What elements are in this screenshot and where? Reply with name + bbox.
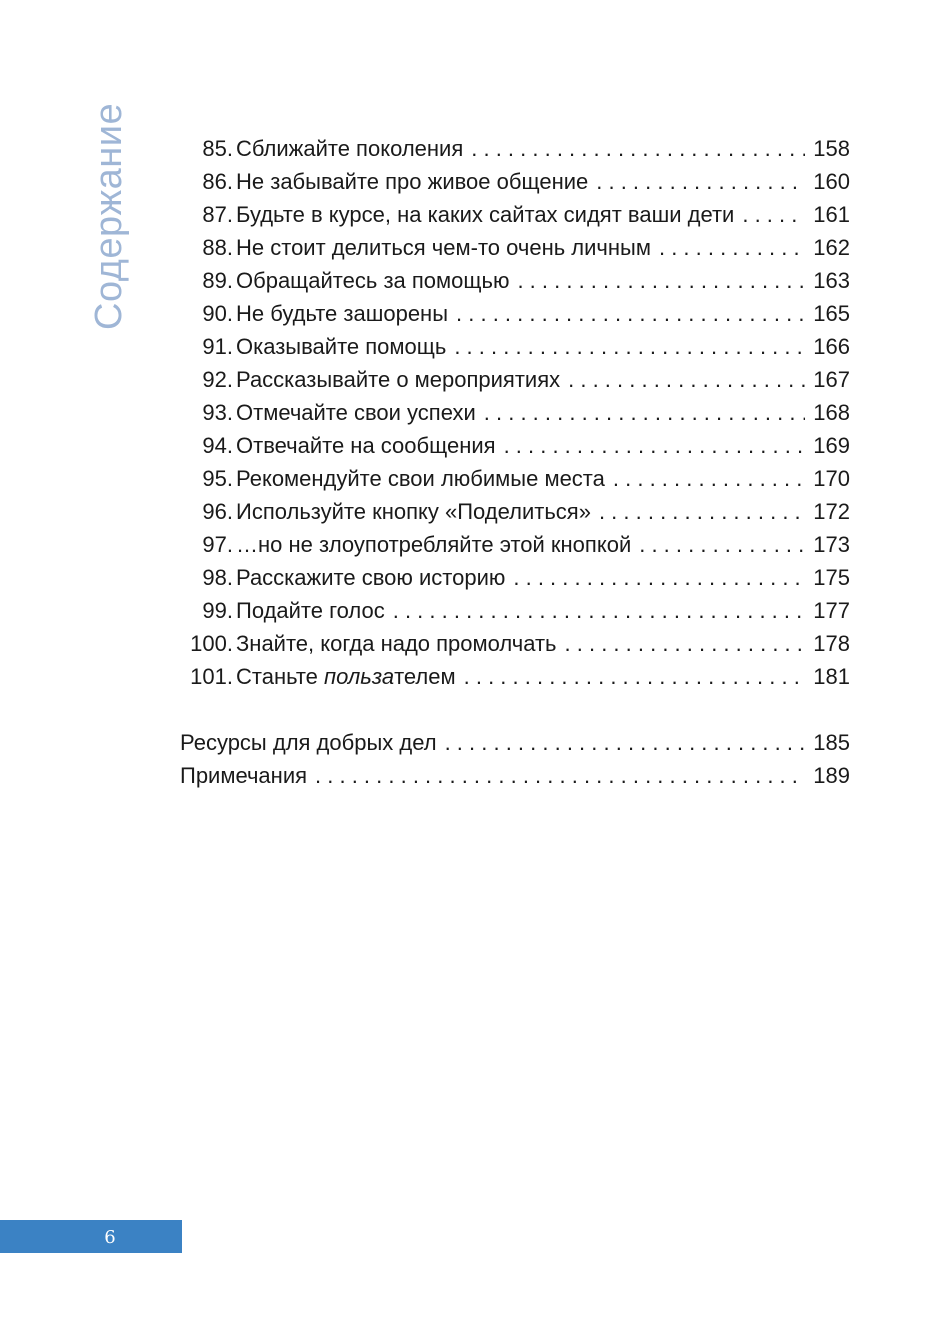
entry-number: 85.: [202, 136, 233, 161]
entry-title-italic: польза: [324, 664, 395, 689]
entry-title: Рассказывайте о мероприятиях: [236, 367, 561, 392]
entry-title: Рекомендуйте свои любимые места: [236, 466, 605, 491]
toc-entry-notes[interactable]: [180, 759, 850, 792]
toc-entry-100[interactable]: [180, 627, 850, 660]
entry-number: 96.: [202, 499, 233, 524]
entry-page: 173: [813, 532, 850, 557]
entry-title-part: Станьте: [236, 664, 325, 689]
dot-leader: [471, 132, 805, 165]
entry-page: 185: [813, 730, 850, 755]
entry-page: 161: [813, 202, 850, 227]
entry-number: 95.: [202, 466, 233, 491]
entry-title: Примечания: [180, 763, 308, 788]
entry-page: 181: [813, 664, 850, 689]
entry-page: 165: [813, 301, 850, 326]
entry-page: 189: [813, 763, 850, 788]
entry-title: Не будьте зашорены: [236, 301, 449, 326]
dot-leader: [565, 627, 806, 660]
entry-page: 162: [813, 235, 850, 260]
entry-number: 98.: [202, 565, 233, 590]
entry-title: Отвечайте на сообщения: [236, 433, 496, 458]
entry-page: 163: [813, 268, 850, 293]
dot-leader: [613, 462, 805, 495]
entry-number: 88.: [202, 235, 233, 260]
entry-title: …но не злоупотребляйте этой кнопкой: [236, 532, 632, 557]
entry-page: 175: [813, 565, 850, 590]
toc-entry-96[interactable]: [180, 495, 850, 528]
toc-entry-93[interactable]: [180, 396, 850, 429]
entry-number: 93.: [202, 400, 233, 425]
entry-title: Отмечайте свои успехи: [236, 400, 476, 425]
toc-entry-88[interactable]: [180, 231, 850, 264]
dot-leader: [315, 759, 805, 792]
entry-number: 99.: [202, 598, 233, 623]
entry-page: 170: [813, 466, 850, 491]
entry-title: Подайте голос: [236, 598, 385, 623]
dot-leader: [742, 198, 805, 231]
dot-leader: [464, 660, 806, 693]
dot-leader: [513, 561, 805, 594]
entry-number: 97.: [202, 532, 233, 557]
toc-entry-97[interactable]: [180, 528, 850, 561]
dot-leader: [504, 429, 806, 462]
entry-page: 178: [813, 631, 850, 656]
dot-leader: [445, 726, 806, 759]
dot-leader: [484, 396, 806, 429]
entry-number: 100.: [190, 631, 233, 656]
section-title-vertical: Содержание: [88, 102, 130, 330]
entry-number: 91.: [202, 334, 233, 359]
toc-entry-86[interactable]: [180, 165, 850, 198]
entry-page: 168: [813, 400, 850, 425]
dot-leader: [596, 165, 805, 198]
toc-entry-90[interactable]: [180, 297, 850, 330]
toc-entry-87[interactable]: [180, 198, 850, 231]
entry-number: 90.: [202, 301, 233, 326]
entry-number: 87.: [202, 202, 233, 227]
entry-page: 177: [813, 598, 850, 623]
toc-entry-92[interactable]: [180, 363, 850, 396]
toc-entry-85[interactable]: [180, 132, 850, 165]
toc-entry-91[interactable]: [180, 330, 850, 363]
table-of-contents: [180, 132, 850, 792]
entry-number: 89.: [202, 268, 233, 293]
toc-entry-resources[interactable]: [180, 726, 850, 759]
dot-leader: [517, 264, 805, 297]
entry-page: 169: [813, 433, 850, 458]
entry-title: Обращайтесь за помощью: [236, 268, 510, 293]
toc-entry-89[interactable]: [180, 264, 850, 297]
toc-entry-94[interactable]: [180, 429, 850, 462]
toc-entry-101[interactable]: [180, 660, 850, 693]
toc-entry-99[interactable]: [180, 594, 850, 627]
entry-page: 166: [813, 334, 850, 359]
entry-title: Ресурсы для добрых дел: [180, 730, 437, 755]
entry-title: [236, 660, 456, 693]
entry-number: 101.: [190, 664, 233, 689]
entry-title-part: телем: [394, 664, 456, 689]
entry-number: 94.: [202, 433, 233, 458]
entry-page: 160: [813, 169, 850, 194]
entry-title: Не забывайте про живое общение: [236, 169, 589, 194]
entry-title: Сближайте поколения: [236, 136, 464, 161]
dot-leader: [454, 330, 805, 363]
entry-title: Знайте, когда надо промолчать: [236, 631, 557, 656]
dot-leader: [393, 594, 806, 627]
entry-page: 172: [813, 499, 850, 524]
entry-title: Будьте в курсе, на каких сайтах сидят ваши дети: [236, 202, 735, 227]
dot-leader: [659, 231, 805, 264]
entry-number: 92.: [202, 367, 233, 392]
entry-number: 86.: [202, 169, 233, 194]
page-number: 6: [104, 1227, 116, 1248]
dot-leader: [599, 495, 805, 528]
entry-page: 158: [813, 136, 850, 161]
dot-leader: [456, 297, 805, 330]
entry-title: Оказывайте помощь: [236, 334, 447, 359]
dot-leader: [639, 528, 805, 561]
entry-title: Расскажите свою историю: [236, 565, 506, 590]
toc-entry-95[interactable]: [180, 462, 850, 495]
entry-page: 167: [813, 367, 850, 392]
toc-entry-98[interactable]: [180, 561, 850, 594]
dot-leader: [568, 363, 805, 396]
entry-title: Не стоит делиться чем-то очень личным: [236, 235, 651, 260]
entry-title: Используйте кнопку «Поделиться»: [236, 499, 591, 524]
